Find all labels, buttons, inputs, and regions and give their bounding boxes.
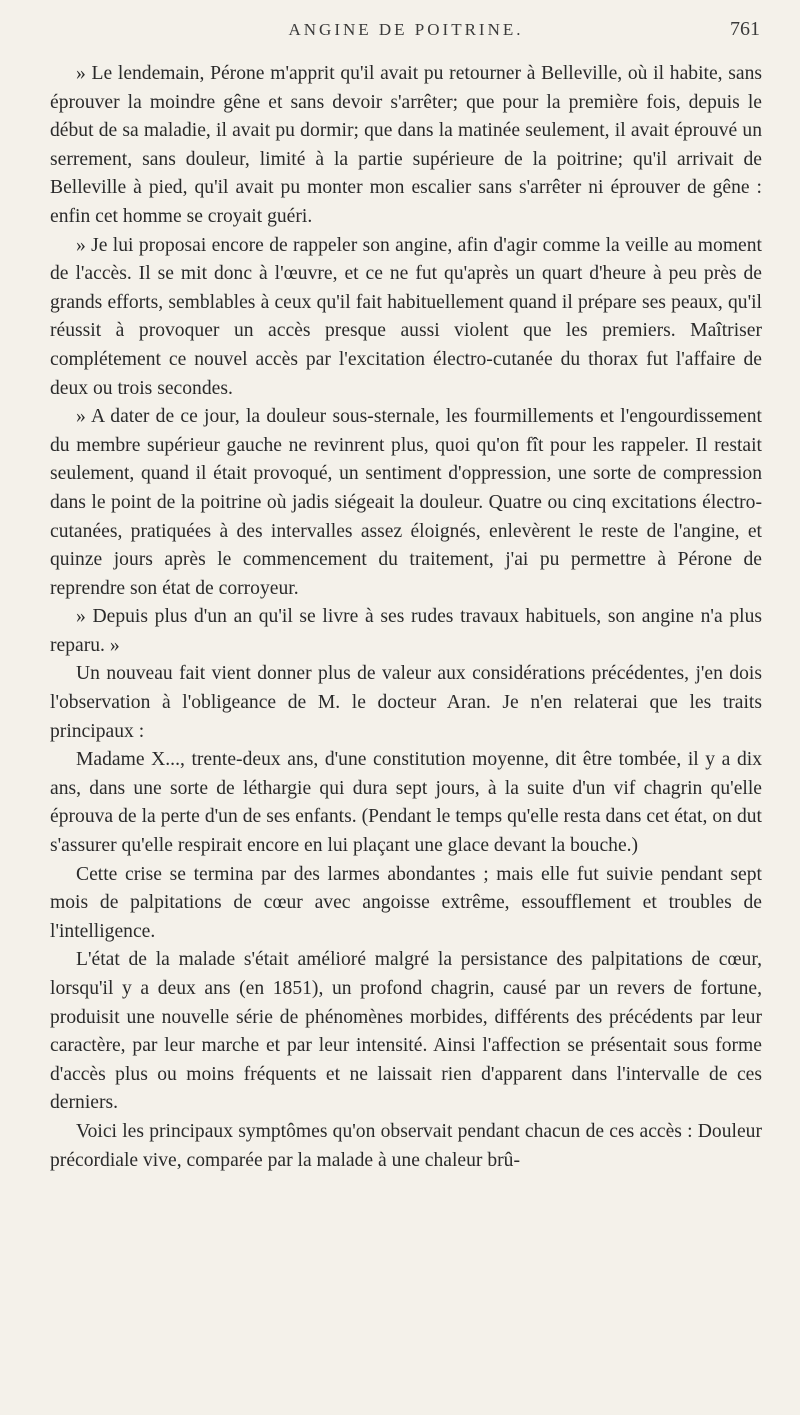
paragraph-1: » Le lendemain, Pérone m'apprit qu'il avait pu retourner à Belleville, où il habite, sans éprouver la moindre gêne et sans devoir s'arrêter; que pour la première fois, depuis le début de sa maladie, il avait pu dormir; que dans la matinée seulement, il avait éprouvé un serrement, sans douleur, limité à la partie supérieure de la poitrine; qu'il arrivait de Belleville à pied, qu'il avait pu monter mon escalier sans s'arrêter ni éprouver de gêne : enfin cet homme se croyait guéri. xyxy=(50,63,762,227)
paragraph-6: Madame X..., trente-deux ans, d'une constitution moyenne, dit être tombée, il y a dix ans, dans une sorte de léthargie qui dura sept jours, à la suite d'un vif chagrin qu'elle éprouva de la perte d'un de ses enfants. (Pendant le temps qu'elle resta dans cet état, on dut s'assurer qu'elle respirait encore en lui plaçant une glace devant la bouche.) xyxy=(50,749,762,857)
running-title: ANGINE DE POITRINE. xyxy=(288,20,524,39)
page-number: 761 xyxy=(730,18,760,40)
paragraph-2: » Je lui proposai encore de rappeler son angine, afin d'agir comme la veille au moment de l'accès. Il se mit donc à l'œuvre, et ce ne fut qu'après un quart d'heure à peu près de grands efforts, semblables à ceux qu'il fait habituellement quand il prépare ses peaux, qu'il réussit à provoquer un accès presque aussi violent que les premiers. Maîtriser complétement ce nouvel accès par l'excitation électro-cutanée du thorax fut l'affaire de deux ou trois secondes. xyxy=(50,234,762,399)
body-text xyxy=(50,60,762,1175)
paragraph-8: L'état de la malade s'était amélioré malgré la persistance des palpitations de cœur, lorsqu'il y a deux ans (en 1851), un profond chagrin, causé par un revers de fortune, produisit une nouvelle série de phénomènes morbides, différents des précédents par leur caractère, par leur marche et par leur intensité. Ainsi l'affection se présentait sous forme d'accès plus ou moins fréquents et ne laissait rien d'apparent dans l'intervalle de ces derniers. xyxy=(50,949,762,1114)
paragraph-9: Voici les principaux symptômes qu'on observait pendant chacun de ces accès : Douleur précordiale vive, comparée par la malade à une chaleur brû- xyxy=(50,1120,762,1171)
paragraph-5: Un nouveau fait vient donner plus de valeur aux considérations précédentes, j'en dois l'observation à l'obligeance de M. le docteur Aran. Je n'en relaterai que les traits principaux : xyxy=(50,663,762,742)
running-head xyxy=(50,0,762,60)
paragraph-3: » A dater de ce jour, la douleur sous-sternale, les fourmillements et l'engourdissement du membre supérieur gauche ne revinrent plus, quoi qu'on fît pour les rappeler. Il restait seulement, quand il était provoqué, un sentiment d'oppression, une sorte de compression dans le point de la poitrine où jadis siégeait la douleur. Quatre ou cinq excitations électro-cutanées, pratiquées à des intervalles assez éloignés, enlevèrent le reste de l'angine, et quinze jours après le commencement du traitement, j'ai pu permettre à Pérone de reprendre son état de corroyeur. xyxy=(50,406,762,599)
paragraph-7: Cette crise se termina par des larmes abondantes ; mais elle fut suivie pendant sept mois de palpitations de cœur avec angoisse extrême, essoufflement et troubles de l'intelligence. xyxy=(50,863,762,942)
paragraph-4: » Depuis plus d'un an qu'il se livre à ses rudes travaux habituels, son angine n'a plus reparu. » xyxy=(50,606,762,656)
